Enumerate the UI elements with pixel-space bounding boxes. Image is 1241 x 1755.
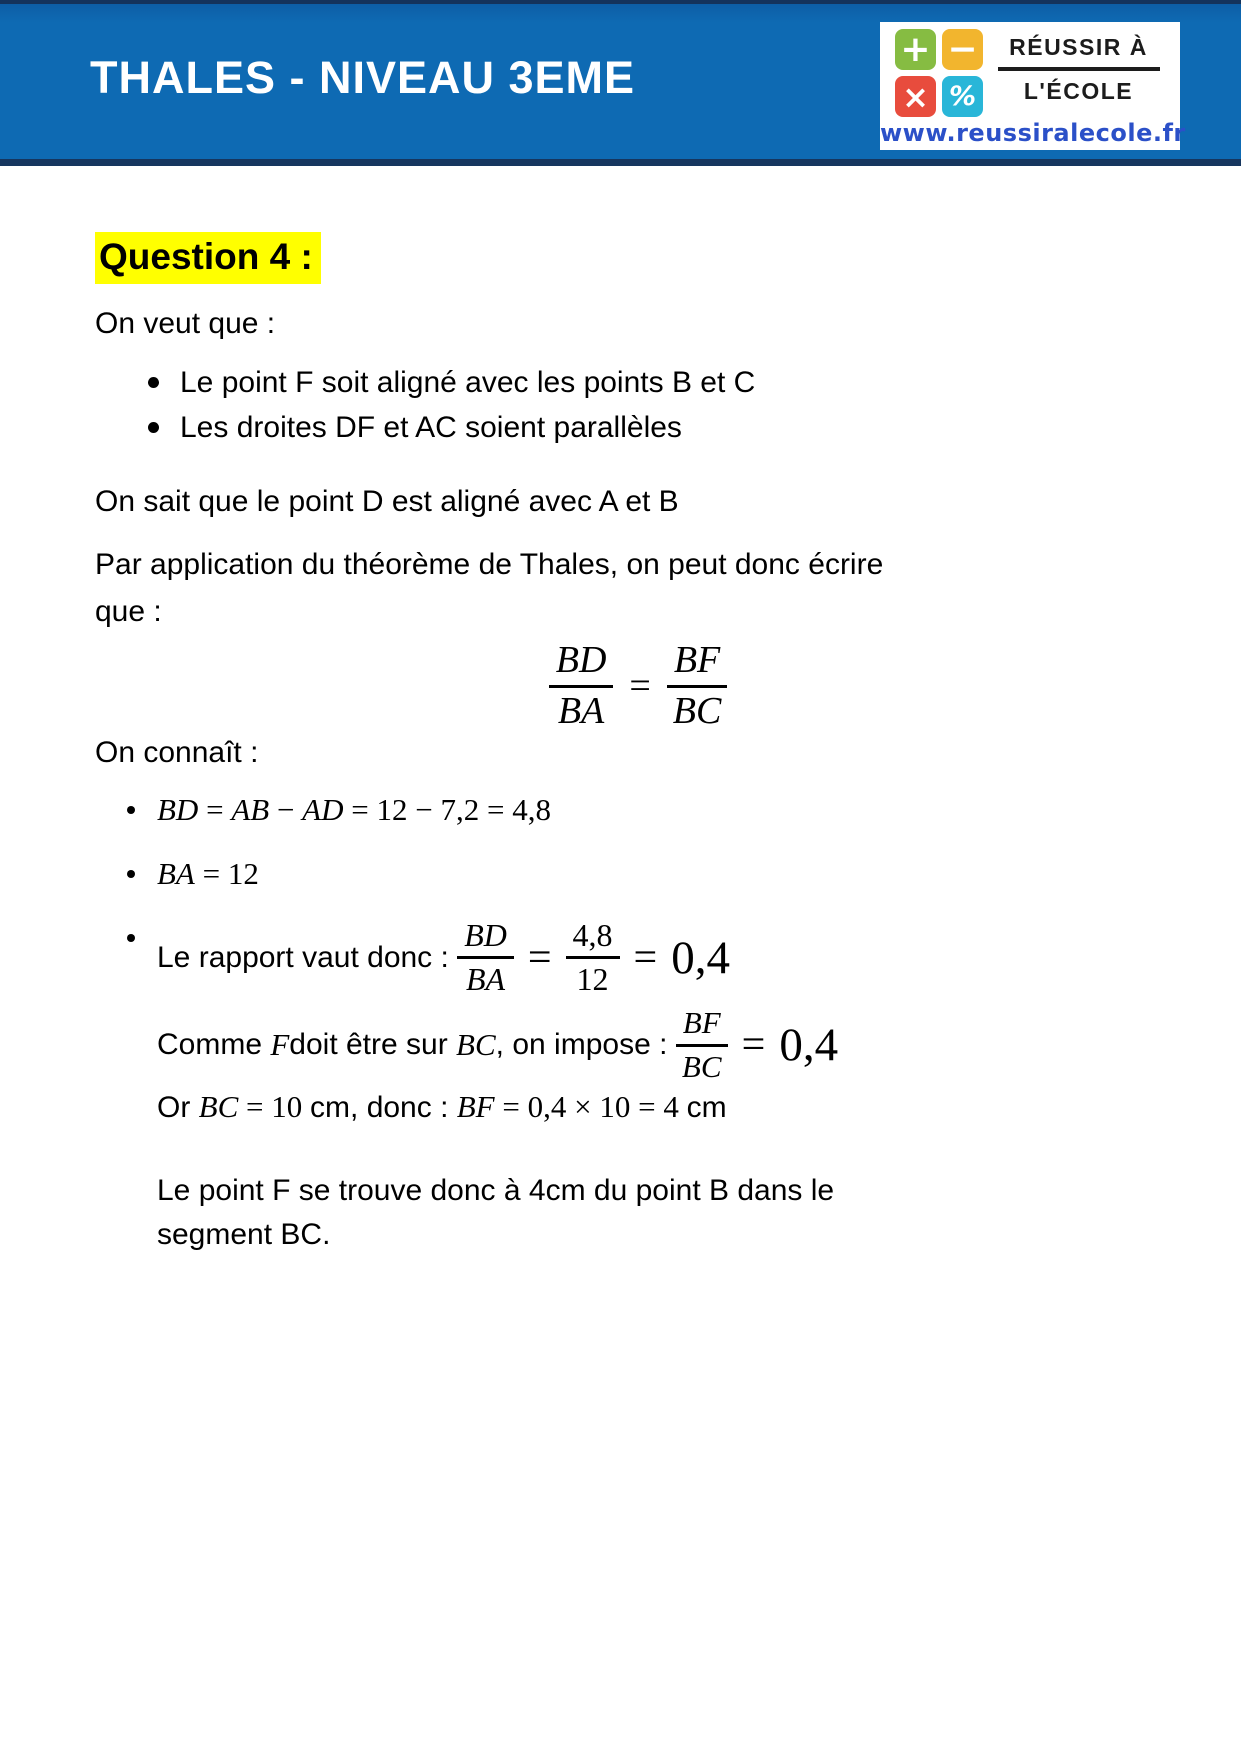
thales-paragraph bbox=[95, 541, 1181, 635]
question-heading-highlight: Question 4 : bbox=[95, 232, 321, 284]
plus-icon: + bbox=[895, 29, 936, 70]
conclusion-line-1: Le point F se trouve donc à 4cm du point B dans le bbox=[157, 1174, 835, 1208]
fraction-4-8-over-12: $\frac{4,8}{12}$ bbox=[566, 919, 620, 997]
header-banner bbox=[0, 0, 1241, 166]
percent-icon: % bbox=[942, 76, 983, 117]
conclusion-paragraph bbox=[157, 1169, 1181, 1257]
math-operators-icon-grid bbox=[895, 29, 983, 117]
reussir-a-lecole-logo bbox=[880, 22, 1186, 150]
equals-sign: = bbox=[633, 934, 658, 981]
fraction-bd-ba: $\frac{BD}{BA}$ bbox=[549, 641, 614, 732]
known-paragraph: On sait que le point D est aligné avec A et B bbox=[95, 485, 679, 518]
rapport-result: 0,4 bbox=[671, 931, 730, 984]
math-item-bd: BD = AB − AD = 12 − 7,2 = 4,8 bbox=[95, 791, 1181, 829]
bullet-item: Le point F soit aligné avec les points B et C bbox=[95, 360, 1181, 405]
thales-equation bbox=[95, 641, 1181, 732]
or-line: Or BC = 10 cm, donc : BF = 0,4 × 10 = 4 cm bbox=[157, 1089, 727, 1125]
equals-sign: = bbox=[527, 934, 552, 981]
fraction-bd-ba-small: $\frac{BD}{BA}$ bbox=[457, 919, 514, 997]
conclusion-line-2: segment BC. bbox=[157, 1218, 331, 1252]
brand-line-1: RÉUSSIR À bbox=[1009, 34, 1148, 60]
thales-line-1: Par application du théorème de Thales, on peut donc écrire bbox=[95, 548, 884, 581]
fraction-bf-bc-small: $\frac{BF}{BC}$ bbox=[676, 1007, 728, 1083]
question-heading bbox=[95, 232, 1181, 284]
minus-icon: − bbox=[942, 29, 983, 70]
brand-divider bbox=[998, 67, 1160, 71]
math-list bbox=[95, 791, 1181, 997]
impose-line: Comme F doit être sur BC , on impose : $\frac{BF}{BC}$ = 0,4 bbox=[157, 1004, 839, 1084]
website-url: www.reussiralecole.fr bbox=[880, 119, 1186, 147]
math-item-rapport bbox=[95, 916, 1181, 998]
page-title: THALES - NIVEAU 3EME bbox=[90, 52, 636, 103]
logo-top bbox=[880, 22, 1180, 117]
impose-result: 0,4 bbox=[779, 1019, 839, 1072]
equals-sign: = bbox=[629, 665, 651, 708]
fraction-bf-bc: $\frac{BF}{BC}$ bbox=[667, 641, 727, 732]
math-item-ba: BA = 12 bbox=[95, 855, 1181, 893]
multiply-icon: × bbox=[895, 76, 936, 117]
rapport-label: Le rapport vaut donc : bbox=[157, 940, 458, 974]
thales-line-2: que : bbox=[95, 595, 162, 628]
equals-sign: = bbox=[741, 1022, 766, 1069]
brand-line-2: L'ÉCOLE bbox=[1023, 78, 1134, 104]
bullet-list bbox=[95, 360, 1181, 450]
intro-paragraph: On veut que : bbox=[95, 307, 276, 340]
document-content bbox=[0, 166, 1241, 1257]
bullet-item: Les droites DF et AC soient parallèles bbox=[95, 405, 1181, 450]
brand-name bbox=[983, 29, 1174, 117]
connait-paragraph: On connaît : bbox=[95, 735, 259, 769]
